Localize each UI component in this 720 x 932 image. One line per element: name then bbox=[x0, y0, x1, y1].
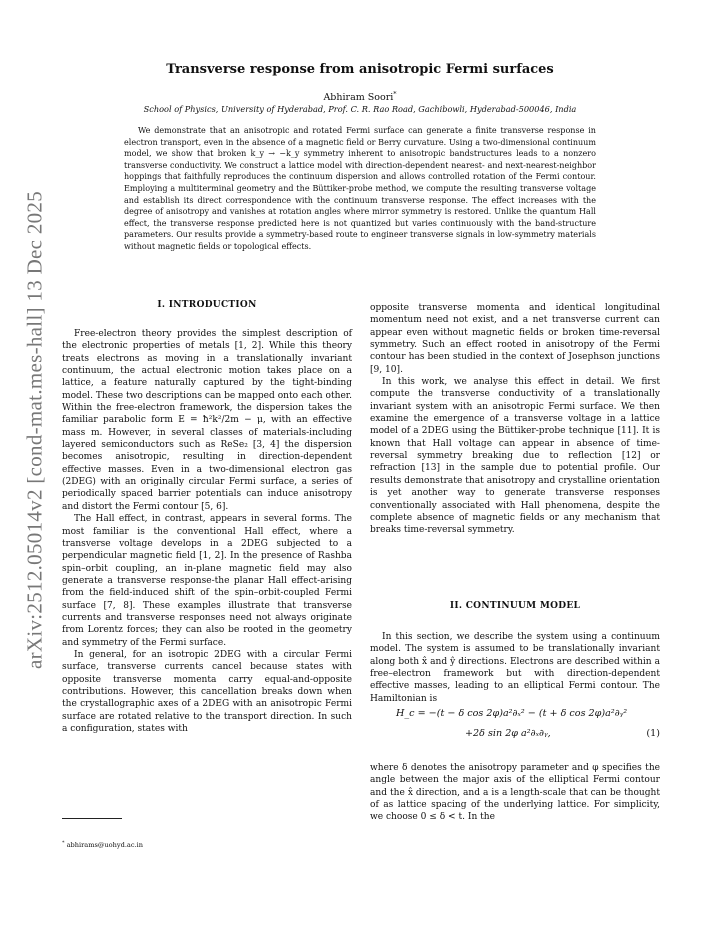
abstract: We demonstrate that an anisotropic and rotated Fermi surface can generate a finite transverse response in electron transport, even in the absence of a magnetic field or Berry curvature. Using a two-dimensional continuum model, we show that broken k_y → −k_y symmetry inherent to anisotropic bandstructures leads to a nonzero transverse conductivity. We construct a lattice model with direction-dependent nearest- and next-nearest-neighbor hoppings that faithfully reproduces the continuum dispersion and allows controlled rotation of the Fermi contour. Employing a multiterminal geometry and the Büttiker-probe method, we compute the resulting transverse voltage and establish its direct correspondence with the continuum transverse response. The effect increases with the degree of anisotropy and vanishes at rotation angles where mirror symmetry is restored. Unlike the quantum Hall effect, the transverse response predicted here is not quantized but varies continuously with the band-structure parameters. Our results provide a symmetry-based route to engineer transverse signals in low-symmetry materials without magnetic fields or topological effects. bbox=[124, 126, 596, 251]
paper-title: Transverse response from anisotropic Fermi surfaces bbox=[166, 62, 554, 77]
intro-paragraph: In this work, we analyse this effect in detail. We first compute the transverse conductivity of a translationally invariant system with an anisotropic Fermi surface. We then examine the emergence of a transverse voltage in a lattice model of a 2DEG using the Büttiker-probe technique [11]. It is known that Hall voltage can appear in absence of time-reversal symmetry breaking due to reflection [12] or refraction [13] in the sample due to potential profile. Our results demonstrate that anisotropy and crystalline orientation is yet another way to generate transverse responses conventionally associated with Hall phenomena, despite the complete absence of magnetic fields or any mechanism that breaks time-reversal symmetry. bbox=[370, 377, 660, 536]
model-paragraph: In this section, we describe the system using a continuum model. The system is assumed to be translationally invariant along both x̂ and ŷ directions. Electrons are described within a free–electron framework but with direction-dependent effective masses, leading to an elliptical Fermi contour. The Hamiltonian is bbox=[370, 632, 660, 704]
footnote-rule bbox=[62, 818, 122, 819]
post-equation-text bbox=[370, 762, 660, 824]
footnote-mark: * bbox=[62, 840, 65, 846]
author-footnote-mark: * bbox=[393, 90, 397, 98]
affiliation: School of Physics, University of Hyderabad, Prof. C. R. Rao Road, Gachibowli, Hyderabad-500046, India bbox=[143, 104, 577, 114]
arxiv-identifier bbox=[20, 190, 50, 670]
left-column-text bbox=[62, 328, 352, 735]
intro-paragraph: The Hall effect, in contrast, appears in several forms. The most familiar is the conventional Hall effect, where a transverse voltage develops in a 2DEG subjected to a perpendicular magnetic field [1, 2]. In the presence of Rashba spin–orbit coupling, an in-plane magnetic field may also generate a transverse response-the planar Hall effect-arising from the field-induced shift of the spin–orbit-coupled Fermi surface [7, 8]. These examples illustrate that transverse currents and transverse responses need not always originate from Lorentz forces; they can also be rooted in the geometry and symmetry of the Fermi surface. bbox=[62, 514, 352, 648]
intro-paragraph: In general, for an isotropic 2DEG with a circular Fermi surface, transverse currents cancel because states with opposite transverse momenta carry equal-and-opposite contributions. However, this cancellation breaks down when the crystallographic axes of a 2DEG with an anisotropic Fermi surface are rotated relative to the transport direction. In such a configuration, states with bbox=[62, 649, 352, 734]
continuum-model-paragraph bbox=[370, 631, 660, 705]
intro-paragraph: Free-electron theory provides the simplest description of the electronic properties of metals [1, 2]. While this theory treats electrons as moving in a translationally invariant continuum, the actual electronic motion takes place on a lattice, a feature naturally captured by the tight-binding model. These two descriptions can be mapped onto each other. Within the free-electron framework, the dispersion takes the familiar parabolic form E = ħ²k²/2m − μ, with an effective mass m. However, in several classes of materials-including layered semiconductors such as ReSe₂ [3, 4] the dispersion becomes anisotropic, resulting in direction-dependent effective masses. Even in a two-dimensional electron gas (2DEG) with an originally circular Fermi surface, a series of periodically spaced barrier potentials can induce anisotropy and distort the Fermi contour [5, 6]. bbox=[62, 329, 352, 512]
equation-line-2: +2δ sin 2φ a²∂ₓ∂ᵧ, bbox=[465, 728, 551, 739]
section-heading-continuum-model: II. CONTINUUM MODEL bbox=[449, 601, 581, 611]
section-heading-introduction: I. INTRODUCTION bbox=[157, 300, 257, 310]
arxiv-id-text: arXiv:2512.05014v2 [cond-mat.mes-hall] 13 Dec 2025 bbox=[22, 190, 47, 670]
footnote-email: abhirams@uohyd.ac.in bbox=[66, 841, 144, 850]
author-line bbox=[0, 90, 720, 103]
intro-continuation: opposite transverse momenta and identical longitudinal momentum need not exist, and a net transverse current can appear even without magnetic fields or broken time-reversal symmetry. Such an effect rooted in anisotropy of the Fermi contour has been studied in the context of Josephson junctions [9, 10]. bbox=[370, 303, 660, 375]
hamiltonian-equation bbox=[370, 708, 660, 752]
right-column-intro bbox=[370, 302, 660, 537]
author-name: Abhiram Soori bbox=[323, 92, 394, 104]
equation-number: (1) bbox=[646, 728, 660, 739]
footnote bbox=[62, 840, 143, 849]
equation-line-1: H_c = −(t − δ cos 2φ)a²∂ₓ² − (t + δ cos 2φ)a²∂ᵧ² bbox=[396, 708, 628, 719]
post-equation-paragraph: where δ denotes the anisotropy parameter and φ specifies the angle between the major axis of the elliptical Fermi contour and the x̂ direction, and a is a length-scale that can be thought of as lattice spacing of the underlying lattice. For simplicity, we choose 0 ≤ δ < t. In the bbox=[370, 763, 660, 823]
